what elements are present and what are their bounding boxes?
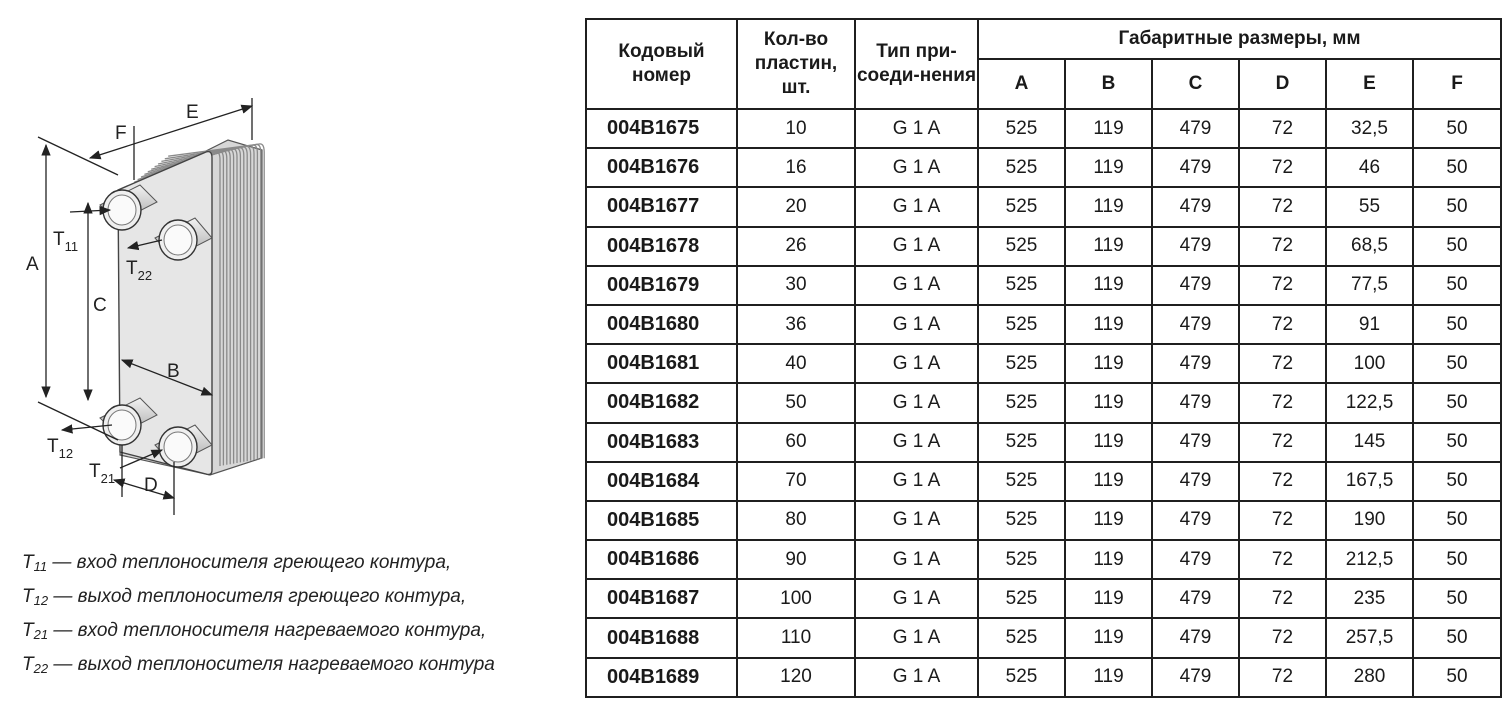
- legend-item-t22: $T_{22}$ — выход теплоносителя нагреваемого контура: [22, 654, 495, 676]
- cell-code: 004B1681: [586, 344, 737, 383]
- cell-c: 479: [1152, 383, 1239, 422]
- cell-d: 72: [1239, 462, 1326, 501]
- cell-conn: G 1 A: [855, 423, 978, 462]
- port-label-t12: $T_{12}$: [47, 436, 74, 461]
- table-row: [586, 227, 1501, 266]
- cell-e: 100: [1326, 344, 1413, 383]
- table-row: [586, 540, 1501, 579]
- cell-code: 004B1686: [586, 540, 737, 579]
- cell-a: 525: [978, 227, 1065, 266]
- cell-code: 004B1680: [586, 305, 737, 344]
- cell-f: 50: [1413, 148, 1501, 187]
- cell-conn: G 1 A: [855, 344, 978, 383]
- cell-c: 479: [1152, 227, 1239, 266]
- table-row: [586, 187, 1501, 226]
- cell-e: 190: [1326, 501, 1413, 540]
- header-code: Кодовый номер: [586, 19, 737, 109]
- cell-plates: 16: [737, 148, 855, 187]
- cell-d: 72: [1239, 579, 1326, 618]
- cell-plates: 100: [737, 579, 855, 618]
- cell-code: 004B1684: [586, 462, 737, 501]
- cell-conn: G 1 A: [855, 618, 978, 657]
- cell-e: 235: [1326, 579, 1413, 618]
- port-legend: [22, 548, 582, 684]
- cell-a: 525: [978, 148, 1065, 187]
- cell-conn: G 1 A: [855, 109, 978, 148]
- cell-a: 525: [978, 540, 1065, 579]
- dim-label-d: D: [144, 475, 158, 496]
- table-row: [586, 618, 1501, 657]
- cell-a: 525: [978, 423, 1065, 462]
- table-row: [586, 109, 1501, 148]
- cell-b: 119: [1065, 305, 1152, 344]
- cell-e: 77,5: [1326, 266, 1413, 305]
- cell-plates: 110: [737, 618, 855, 657]
- cell-e: 91: [1326, 305, 1413, 344]
- table-row: [586, 305, 1501, 344]
- header-dimensions: Габаритные размеры, мм: [978, 19, 1501, 59]
- cell-f: 50: [1413, 540, 1501, 579]
- header-connection: Тип при-соеди-нения: [855, 19, 978, 109]
- cell-e: 32,5: [1326, 109, 1413, 148]
- cell-e: 280: [1326, 658, 1413, 697]
- cell-f: 50: [1413, 266, 1501, 305]
- dim-label-e: E: [186, 102, 199, 123]
- cell-c: 479: [1152, 305, 1239, 344]
- cell-e: 68,5: [1326, 227, 1413, 266]
- cell-code: 004B1678: [586, 227, 737, 266]
- port-label-t22: $T_{22}$: [126, 258, 153, 283]
- cell-b: 119: [1065, 109, 1152, 148]
- cell-d: 72: [1239, 383, 1326, 422]
- cell-a: 525: [978, 305, 1065, 344]
- cell-f: 50: [1413, 618, 1501, 657]
- cell-conn: G 1 A: [855, 266, 978, 305]
- cell-plates: 50: [737, 383, 855, 422]
- cell-f: 50: [1413, 109, 1501, 148]
- cell-a: 525: [978, 187, 1065, 226]
- cell-conn: G 1 A: [855, 579, 978, 618]
- cell-b: 119: [1065, 344, 1152, 383]
- port-label-t11: $T_{11}$: [53, 229, 79, 254]
- cell-conn: G 1 A: [855, 148, 978, 187]
- cell-code: 004B1683: [586, 423, 737, 462]
- cell-a: 525: [978, 266, 1065, 305]
- header-dim-a: A: [978, 59, 1065, 109]
- cell-f: 50: [1413, 658, 1501, 697]
- table-row: [586, 344, 1501, 383]
- header-dim-d: D: [1239, 59, 1326, 109]
- cell-c: 479: [1152, 148, 1239, 187]
- dim-label-c: C: [93, 295, 107, 316]
- cell-e: 145: [1326, 423, 1413, 462]
- cell-conn: G 1 A: [855, 501, 978, 540]
- header-dim-e: E: [1326, 59, 1413, 109]
- cell-f: 50: [1413, 423, 1501, 462]
- cell-c: 479: [1152, 423, 1239, 462]
- cell-d: 72: [1239, 540, 1326, 579]
- cell-c: 479: [1152, 344, 1239, 383]
- cell-code: 004B1679: [586, 266, 737, 305]
- cell-e: 257,5: [1326, 618, 1413, 657]
- specification-table: [585, 18, 1502, 698]
- cell-c: 479: [1152, 187, 1239, 226]
- cell-c: 479: [1152, 462, 1239, 501]
- header-dim-f: F: [1413, 59, 1501, 109]
- cell-conn: G 1 A: [855, 187, 978, 226]
- cell-b: 119: [1065, 540, 1152, 579]
- cell-b: 119: [1065, 227, 1152, 266]
- cell-d: 72: [1239, 501, 1326, 540]
- cell-plates: 120: [737, 658, 855, 697]
- cell-a: 525: [978, 658, 1065, 697]
- cell-c: 479: [1152, 540, 1239, 579]
- header-plates: Кол-во пластин, шт.: [737, 19, 855, 109]
- cell-b: 119: [1065, 383, 1152, 422]
- cell-f: 50: [1413, 187, 1501, 226]
- cell-e: 212,5: [1326, 540, 1413, 579]
- cell-plates: 80: [737, 501, 855, 540]
- cell-c: 479: [1152, 618, 1239, 657]
- cell-code: 004B1685: [586, 501, 737, 540]
- cell-b: 119: [1065, 423, 1152, 462]
- cell-c: 479: [1152, 658, 1239, 697]
- cell-plates: 70: [737, 462, 855, 501]
- legend-item-t21: $T_{21}$ — вход теплоносителя нагреваемого контура,: [22, 620, 487, 642]
- table-row: [586, 148, 1501, 187]
- cell-f: 50: [1413, 227, 1501, 266]
- dim-label-b: B: [167, 361, 180, 382]
- table-row: [586, 658, 1501, 697]
- table-body: [586, 109, 1501, 697]
- table-row: [586, 579, 1501, 618]
- cell-c: 479: [1152, 501, 1239, 540]
- cell-d: 72: [1239, 187, 1326, 226]
- table-row: [586, 266, 1501, 305]
- cell-d: 72: [1239, 423, 1326, 462]
- cell-b: 119: [1065, 462, 1152, 501]
- port-label-t21: $T_{21}$: [89, 461, 116, 486]
- cell-b: 119: [1065, 658, 1152, 697]
- table-row: [586, 501, 1501, 540]
- cell-a: 525: [978, 618, 1065, 657]
- cell-code: 004B1689: [586, 658, 737, 697]
- cell-conn: G 1 A: [855, 462, 978, 501]
- cell-e: 55: [1326, 187, 1413, 226]
- cell-code: 004B1688: [586, 618, 737, 657]
- cell-f: 50: [1413, 462, 1501, 501]
- cell-a: 525: [978, 462, 1065, 501]
- dim-label-a: A: [26, 254, 39, 275]
- cell-plates: 60: [737, 423, 855, 462]
- dim-label-f: F: [115, 123, 127, 144]
- cell-f: 50: [1413, 501, 1501, 540]
- cell-d: 72: [1239, 305, 1326, 344]
- legend-item-t12: $T_{12}$ — выход теплоносителя греющего контура,: [22, 586, 467, 608]
- cell-plates: 90: [737, 540, 855, 579]
- header-dim-b: B: [1065, 59, 1152, 109]
- cell-b: 119: [1065, 266, 1152, 305]
- cell-conn: G 1 A: [855, 540, 978, 579]
- header-dim-c: C: [1152, 59, 1239, 109]
- cell-b: 119: [1065, 187, 1152, 226]
- cell-d: 72: [1239, 266, 1326, 305]
- cell-plates: 30: [737, 266, 855, 305]
- cell-f: 50: [1413, 344, 1501, 383]
- cell-conn: G 1 A: [855, 383, 978, 422]
- cell-a: 525: [978, 579, 1065, 618]
- table-row: [586, 462, 1501, 501]
- cell-d: 72: [1239, 344, 1326, 383]
- cell-code: 004B1687: [586, 579, 737, 618]
- cell-plates: 40: [737, 344, 855, 383]
- cell-d: 72: [1239, 109, 1326, 148]
- cell-code: 004B1676: [586, 148, 737, 187]
- cell-code: 004B1675: [586, 109, 737, 148]
- cell-a: 525: [978, 109, 1065, 148]
- cell-e: 46: [1326, 148, 1413, 187]
- cell-d: 72: [1239, 227, 1326, 266]
- cell-conn: G 1 A: [855, 305, 978, 344]
- cell-d: 72: [1239, 658, 1326, 697]
- cell-plates: 10: [737, 109, 855, 148]
- cell-b: 119: [1065, 148, 1152, 187]
- cell-b: 119: [1065, 618, 1152, 657]
- cell-f: 50: [1413, 579, 1501, 618]
- cell-b: 119: [1065, 501, 1152, 540]
- table-row: [586, 383, 1501, 422]
- cell-c: 479: [1152, 109, 1239, 148]
- cell-a: 525: [978, 344, 1065, 383]
- cell-f: 50: [1413, 383, 1501, 422]
- cell-c: 479: [1152, 266, 1239, 305]
- cell-a: 525: [978, 383, 1065, 422]
- cell-f: 50: [1413, 305, 1501, 344]
- cell-c: 479: [1152, 579, 1239, 618]
- cell-a: 525: [978, 501, 1065, 540]
- table-row: [586, 423, 1501, 462]
- cell-code: 004B1677: [586, 187, 737, 226]
- cell-d: 72: [1239, 618, 1326, 657]
- cell-b: 119: [1065, 579, 1152, 618]
- cell-plates: 20: [737, 187, 855, 226]
- cell-d: 72: [1239, 148, 1326, 187]
- cell-conn: G 1 A: [855, 658, 978, 697]
- legend-item-t11: $T_{11}$ — вход теплоносителя греющего контура,: [22, 552, 452, 574]
- cell-code: 004B1682: [586, 383, 737, 422]
- cell-e: 122,5: [1326, 383, 1413, 422]
- cell-e: 167,5: [1326, 462, 1413, 501]
- cell-conn: G 1 A: [855, 227, 978, 266]
- cell-plates: 36: [737, 305, 855, 344]
- cell-plates: 26: [737, 227, 855, 266]
